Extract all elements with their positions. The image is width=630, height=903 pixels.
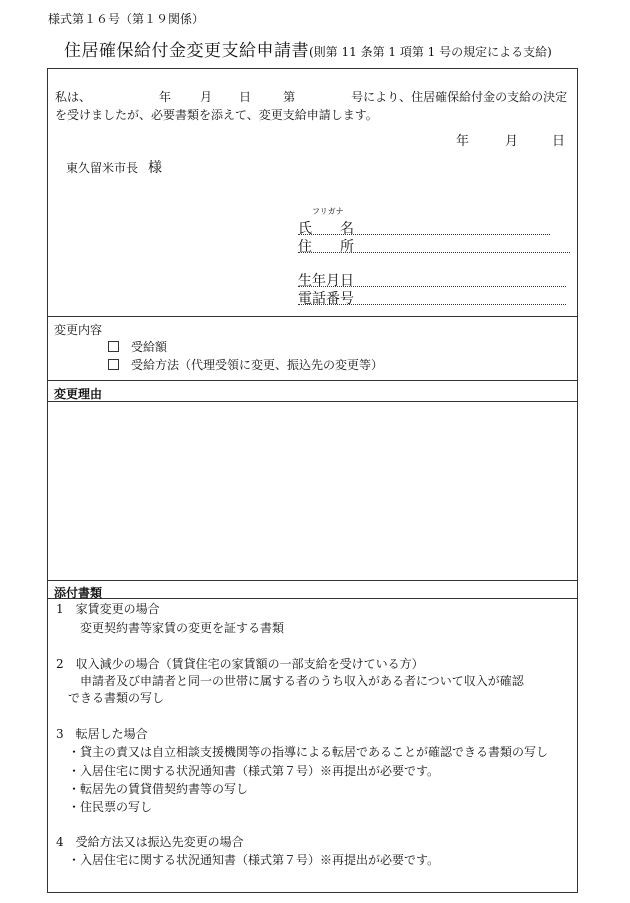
attachment-line: ・貸主の責又は自立相談支援機関等の指導による転居であることが確認できる書類の写し [56, 745, 549, 759]
phone-label: 電話番号 [298, 291, 354, 307]
title-note: (則第 11 条第 1 項第 1 号の規定による支給) [309, 45, 552, 59]
divider [47, 580, 578, 581]
checkbox-method[interactable] [108, 359, 119, 370]
app-date-month: 月 [505, 134, 519, 149]
option-amount-label: 受給額 [131, 340, 168, 354]
divider [47, 401, 578, 402]
attachment-line: ・転居先の賃貸借契約書等の写し [56, 782, 249, 796]
option-method-label: 受給方法（代理受領に変更、振込先の変更等） [131, 358, 384, 372]
attachment-line: 2 収入減少の場合（賃貸住宅の家賃額の一部支給を受けている方） [56, 657, 424, 671]
attachment-line: できる書類の写し [56, 691, 165, 705]
option-amount[interactable] [108, 338, 167, 355]
attachment-line: ・入居住宅に関する状況通知書（様式第７号）※再提出が必要です。 [56, 853, 440, 867]
attachment-line: 3 転居した場合 [56, 727, 148, 741]
app-date-year: 年 [456, 134, 470, 149]
birthdate-label: 生年月日 [298, 273, 354, 289]
attachment-line: ・入居住宅に関する状況通知書（様式第７号）※再提出が必要です。 [56, 764, 440, 778]
attachment-line: 申請者及び申請者と同一の世帯に属する者のうち収入がある者について収入が確認 [56, 674, 524, 688]
address-label: 住 所 [298, 239, 354, 255]
decl-prefix: 私は、 [55, 90, 92, 104]
decl-line1-end: 号により、住居確保給付金の支給の決定 [351, 90, 568, 104]
declaration-text [55, 88, 580, 124]
divider [47, 380, 578, 381]
option-method[interactable] [108, 356, 383, 373]
name-label: 氏 名 [298, 221, 354, 237]
addressee-honorific: 様 [148, 160, 163, 176]
page-title [64, 36, 552, 61]
decl-year: 年 [159, 90, 172, 104]
decl-line2: を受けましたが、必要書類を添えて、変更支給申請します。 [55, 108, 378, 122]
app-date-day: 日 [552, 134, 566, 149]
attachment-line: 変更契約書等家賃の変更を証する書類 [56, 621, 285, 635]
change-reason-area[interactable] [50, 404, 574, 578]
address-field[interactable] [298, 252, 570, 253]
addressee-name: 東久留米市長 [66, 161, 139, 175]
attachment-line: 4 受給方法又は振込先変更の場合 [56, 835, 244, 849]
change-reason-label: 変更理由 [54, 387, 103, 401]
decl-month: 月 [200, 90, 213, 104]
divider [47, 316, 578, 317]
title-main: 住居確保給付金変更支給申請書 [64, 41, 309, 61]
attachment-line: ・住民票の写し [56, 800, 153, 814]
phone-field[interactable] [298, 304, 566, 305]
checkbox-amount[interactable] [108, 341, 119, 352]
change-content-label: 変更内容 [54, 323, 103, 337]
decl-day: 日 [239, 90, 252, 104]
name-field[interactable] [298, 234, 550, 235]
form-number: 様式第１６号（第１９関係） [48, 12, 205, 26]
furigana-label: フリガナ [312, 207, 344, 216]
attachments-label: 添付書類 [54, 586, 103, 600]
divider [47, 598, 578, 599]
birthdate-field[interactable] [298, 286, 566, 287]
attachment-line: 1 家賃変更の場合 [56, 602, 160, 616]
addressee [66, 157, 162, 177]
decl-dai: 第 [283, 90, 296, 104]
